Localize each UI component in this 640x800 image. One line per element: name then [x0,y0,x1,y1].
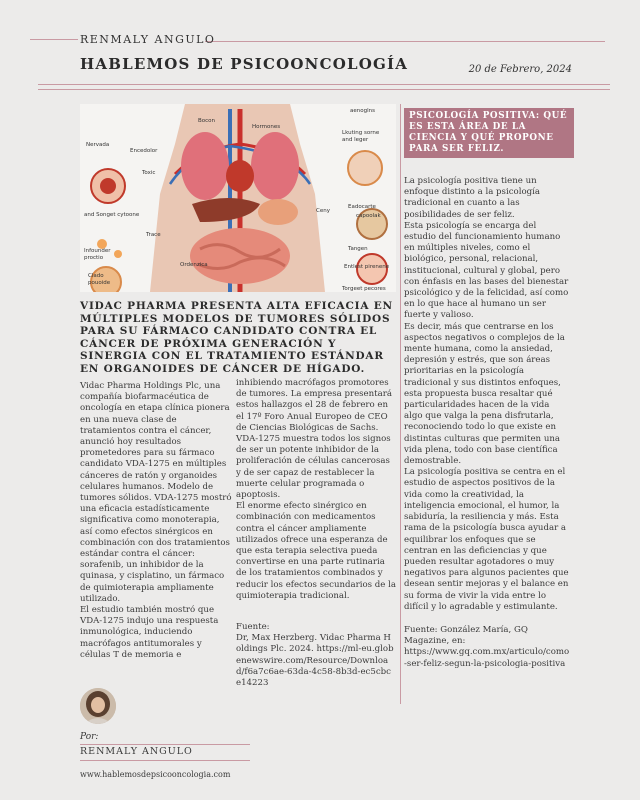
svg-text:Encedolor: Encedolor [130,148,158,154]
svg-text:Ceny: Ceny [316,208,330,214]
article-paragraph: Vidac Pharma Holdings Plc, una compañía biofarmacéutica de oncología en etapa clínica pionera en una nueva clase de tratamientos contra el cáncer, anunció hoy resultados prometedores para su fármaco candidato VDA-1275 en múltiples cánceres de ratón y organoides celulares humanos. Modelo de tumores sólidos. VDA-1275 mostró una eficacia estadísticamente significativa como monoterapia, así como efectos sinérgicos en combinación con dos tratamientos estándar contra el cáncer: sorafenib, un inhibidor de la quinasa, y cisplatino, un fármaco de quimioterapia ampliamente utilizado. [80,381,232,604]
header-rule-left [30,39,78,40]
sidebar-paragraph: Es decir, más que centrarse en los aspectos negativos o complejos de la mente humana, como la ansiedad, depresión y estrés, que son áreas prioritarias en la psicología tradicional y sus distintos enfoques, esta propuesta busca resaltar qué particularidades hacen de la vida algo que valga la pena disfrutarla, reconociendo todo lo que existe en distintas culturas que permiten una vida plena, todo con base científica demostrable. [404,321,565,467]
svg-text:pouoide: pouoide [88,280,111,286]
svg-text:Tangen: Tangen [348,246,368,252]
article-headline: VIDAC PHARMA PRESENTA ALTA EFICACIA EN MÚLTIPLES MODELOS DE TUMORES SÓLIDOS PARA SU FÁRMACO CANDIDATO CONTRA EL CÁNCER DE PRÓXIMA GENERACIÓN Y SINERGIA CON EL TRATAMIENTO ESTÁNDAR EN ORGANOIDES DE CÁNCER DE HÍGADO. [80,300,393,375]
footer-author: RENMALY ANGULO [80,746,193,757]
svg-text:Clado: Clado [88,273,104,279]
svg-text:Torgeet pecores: Torgeet pecores [342,286,386,292]
svg-text:and leger: and leger [342,137,369,143]
sidebar-source: Fuente: González María, GQ Magazine, en: https://www.gq.com.mx/articulo/como-ser-feliz-segun-la-psicologia-positiva [404,624,570,669]
svg-text:capoolak: capoolak [356,213,381,219]
svg-text:Toxic: Toxic [142,170,156,176]
svg-text:and Songet cytoone: and Songet cytoone [84,212,140,218]
avatar-image [80,688,116,724]
sidebar-paragraph: La psicología positiva se centra en el estudio de aspectos positivos de la vida como la creatividad, la inteligencia emocional, el humor, la sabiduría, la resiliencia y más. Esta rama de la psicología busca ayudar a equilibrar los enfoques que se centran en las deficiencias y que pueden resultar agotadores o muy negativos para algunos pacientes que desean sentir mejoras y el balance en su forma de vivir la vida entre lo difícil y lo agradable y estimulante. [404,467,569,612]
svg-text:aenoglns: aenoglns [350,108,375,114]
sidebar-paragraph: La psicología positiva tiene un enfoque distinto a la psicología tradicional en cuanto a las posibilidades de ser feliz. [404,176,540,220]
source-label: Fuente: [236,622,270,633]
source-citation: Dr, Max Herzberg. Vidac Pharma Holdings Plc. 2024. https://ml-eu.globenewswire.com/Resource/Download/f6a7c6ae-63da-4c58-8b3d-ec5cbce14223 [236,633,394,689]
svg-text:Entlest pirenene: Entlest pirenene [344,264,390,270]
footer-rule [80,744,250,745]
svg-text:Ordenzica: Ordenzica [180,262,208,268]
website-link[interactable]: www.hablemosdepsicooncologia.com [80,770,231,779]
svg-text:Infounder: Infounder [84,248,111,254]
anatomy-graphic [80,104,396,292]
byline-label: Por: [80,732,99,742]
article-column-1 [80,381,234,661]
article-paragraph: inhibiendo macrófagos promotores de tumores. La empresa presentará estos hallazgos el 28 de febrero en el 17º Foro Anual Europeo de CEO de Ciencias Biológicas de Sachs. VDA-1275 muestra todos los signos de ser un potente inhibidor de la proliferación de células cancerosas y de ser capaz de restablecer la muerte celular programada o apoptosis. [236,378,392,501]
svg-text:Trace: Trace [146,232,161,238]
article-column-2 [236,378,396,689]
article-paragraph: El estudio también mostró que VDA-1275 indujo una respuesta inmunológica, induciendo macrófagos antitumorales y células T de memoria e [80,605,219,660]
footer-rule-2 [80,760,250,761]
sidebar-paragraph: Esta psicología se encarga del estudio del funcionamiento humano en múltiples niveles, como el biológico, personal, relacional, institucional, cultural y global, pero con énfasis en las bases del bienestar psicológico y de la felicidad, así como en lo que hace al humano un ser fuerte y valioso. [404,220,569,321]
svg-text:Lkuting sorne: Lkuting sorne [342,130,380,136]
svg-text:Bocon: Bocon [198,118,216,124]
blog-title: HABLEMOS DE PSICOONCOLOGÍA [80,55,409,73]
anatomy-illustration [80,104,396,292]
header-author: RENMALY ANGULO [80,33,216,46]
svg-text:proctio: proctio [84,255,104,261]
article-paragraph: El enorme efecto sinérgico en combinación con medicamentos contra el cáncer ampliamente utilizados ofrece una esperanza de que esta terapia selectiva pueda convertirse en una parte rutinaria de los tratamientos combinados y reducir los efectos secundarios de la quimioterapia tradicional. [236,501,396,601]
header-rule-bottom-2 [38,89,610,90]
svg-text:Nervada: Nervada [86,142,110,148]
svg-text:Hormones: Hormones [252,124,281,130]
svg-text:Eadocarte: Eadocarte [348,204,376,210]
sidebar-title: PSICOLOGÍA POSITIVA: QUÉ ES ESTA ÁREA DE LA CIENCIA Y QUÉ PROPONE PARA SER FELIZ. [404,108,574,158]
publish-date: 20 de Febrero, 2024 [468,64,572,75]
sidebar-body [404,176,570,670]
header-rule-right [205,41,605,42]
author-avatar [80,688,116,724]
header-rule-bottom-1 [38,84,610,85]
